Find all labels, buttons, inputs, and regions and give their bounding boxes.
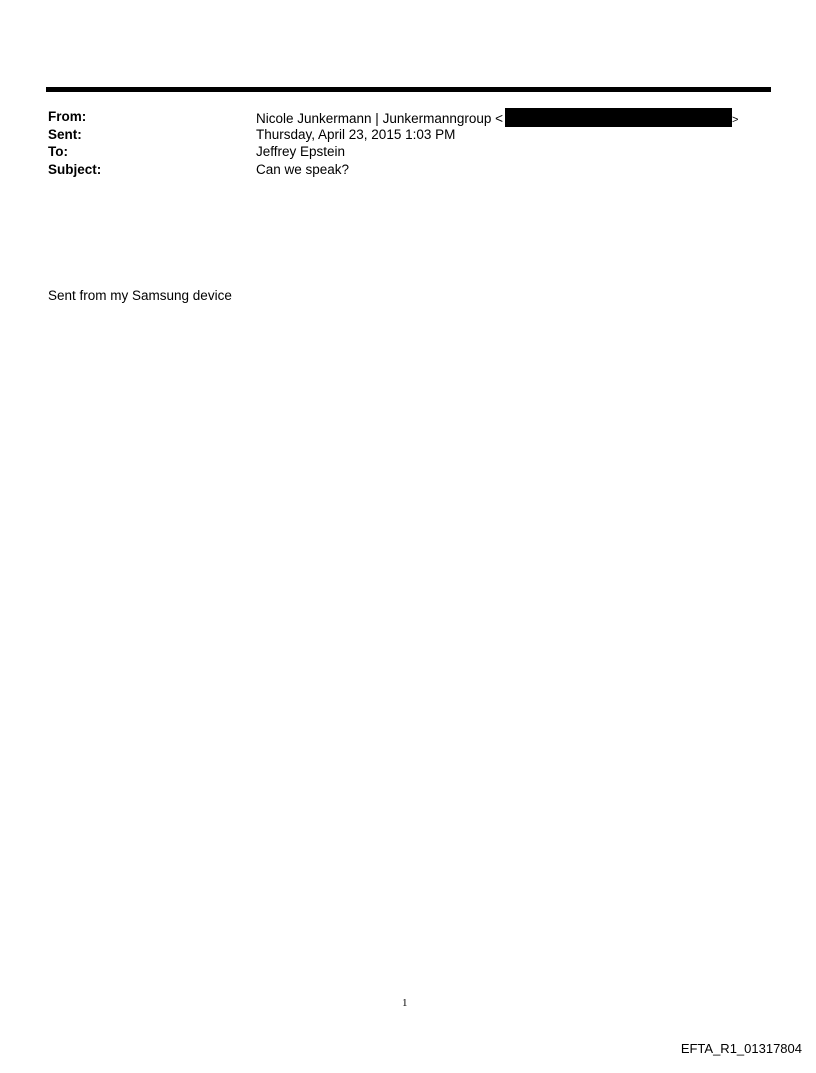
from-name: Nicole Junkermann | Junkermanngroup < (256, 111, 504, 126)
to-label: To: (48, 144, 68, 159)
subject-label: Subject: (48, 161, 102, 177)
bates-id: EFTA_R1_01317804 (680, 1041, 802, 1056)
header-divider (46, 87, 771, 92)
email-body: Sent from my Samsung device (48, 288, 232, 303)
sent-label: Sent: (48, 126, 82, 142)
from-label: From: (48, 109, 87, 124)
sent-value: Thursday, April 23, 2015 1:03 PM (256, 126, 456, 142)
to-value: Jeffrey Epstein (256, 144, 346, 159)
page-number: 1 (402, 997, 408, 1009)
from-address-close: > (732, 114, 739, 126)
redaction-block (505, 108, 732, 127)
subject-value: Can we speak? (256, 161, 350, 177)
